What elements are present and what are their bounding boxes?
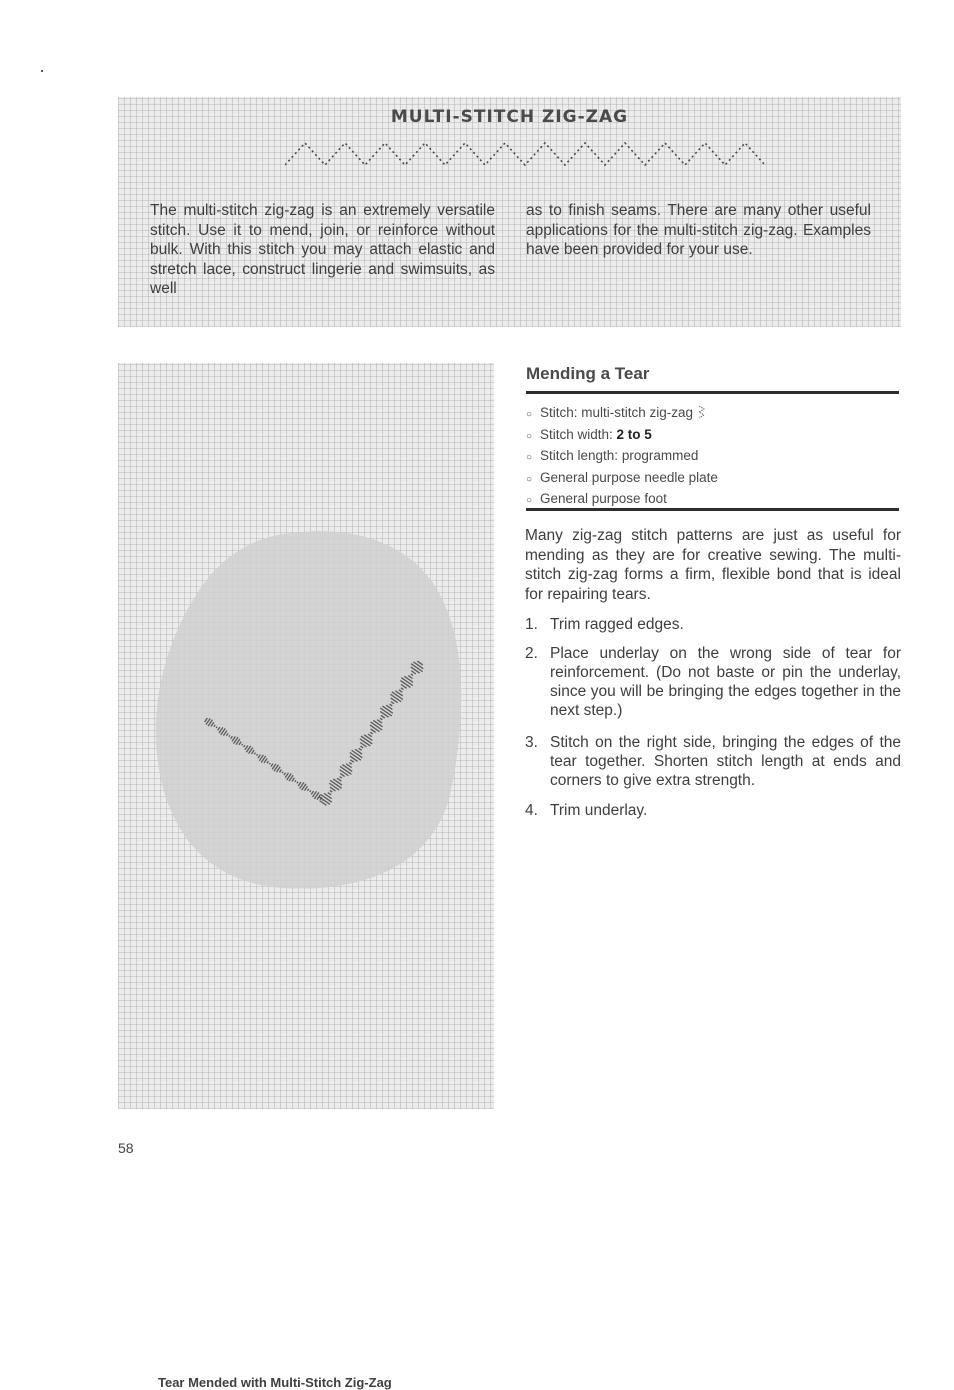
stitch-mark [282,772,283,773]
spec-item [526,446,718,468]
stitch-mark [269,763,270,764]
step-text: Trim underlay. [550,802,648,819]
spec-list [526,403,718,511]
stitch-mark [216,727,217,728]
spec-value: 2 to 5 [616,426,652,442]
step-item [525,733,901,790]
mended-fabric-photo [118,363,494,1109]
zigzag-stitch-line [285,143,765,165]
stitch-mark [242,744,243,745]
section-title: Mending a Tear [526,364,650,383]
step-text: Trim ragged edges. [550,616,684,633]
intro-text-left: The multi-stitch zig-zag is an extremely versatile stitch. Use it to mend, join, or reinforce without bulk. With this stitch you may attach elastic and stretch lace, construct lingerie and swimsuits, as well [150,202,495,297]
bullet-icon: ○ [526,495,533,506]
stitch-mark [295,780,296,782]
stitch-mark [310,791,311,792]
photo-caption: Tear Mended with Multi-Stitch Zig-Zag [158,1375,392,1390]
stitch-mark [229,735,230,736]
spec-label: General purpose foot [540,491,667,506]
step-item [525,644,901,720]
step-number: 2. [525,645,538,662]
step-item [525,801,901,820]
step-text: Place underlay on the wrong side of tear for reinforcement. (Do not baste or pin the underlay, since you will be bringing the edges together in the next step.) [550,645,901,719]
step-item [525,615,901,634]
stray-dot [41,70,43,72]
stitch-mark [257,754,258,756]
step-number: 4. [525,802,538,819]
fabric-swatch [156,531,461,888]
bullet-icon: ○ [526,473,533,485]
divider-top [526,391,899,394]
spec-label: Stitch width: [540,426,613,442]
header-panel [118,97,901,327]
step-text: Stitch on the right side, bringing the edges of the tear together. Shorten stitch length at ends and corners to give extra strength. [550,734,901,789]
body-paragraph: Many zig-zag stitch patterns are just as useful for mending as they are for creative sewing. The multi-stitch zig-zag forms a firm, flexible bond that is ideal for repairing tears. [525,527,901,603]
page-title: MULTI-STITCH ZIG-ZAG [390,107,629,127]
bullet-icon: ○ [526,452,533,463]
spec-label: Stitch: [540,405,578,420]
spec-item [526,468,718,490]
bullet-icon: ○ [526,430,533,442]
bullet-icon: ○ [526,409,533,420]
multi-stitch-zigzag-icon [697,405,707,419]
spec-item [526,425,718,447]
intro-text-right: as to finish seams. There are many other useful applications for the multi-stitch zig-zag. Examples have been provided for your use. [526,202,871,258]
step-number: 3. [525,734,538,751]
divider-bottom [526,508,899,511]
page-number: 58 [118,1140,134,1156]
spec-value: programmed [621,448,699,463]
spec-label: General purpose needle plate [540,469,718,485]
zigzag-stitch-illustration [285,139,885,169]
step-number: 1. [525,616,538,633]
spec-item [526,403,718,425]
spec-label: Stitch length: [540,448,619,463]
spec-value: multi-stitch zig-zag [581,405,694,420]
